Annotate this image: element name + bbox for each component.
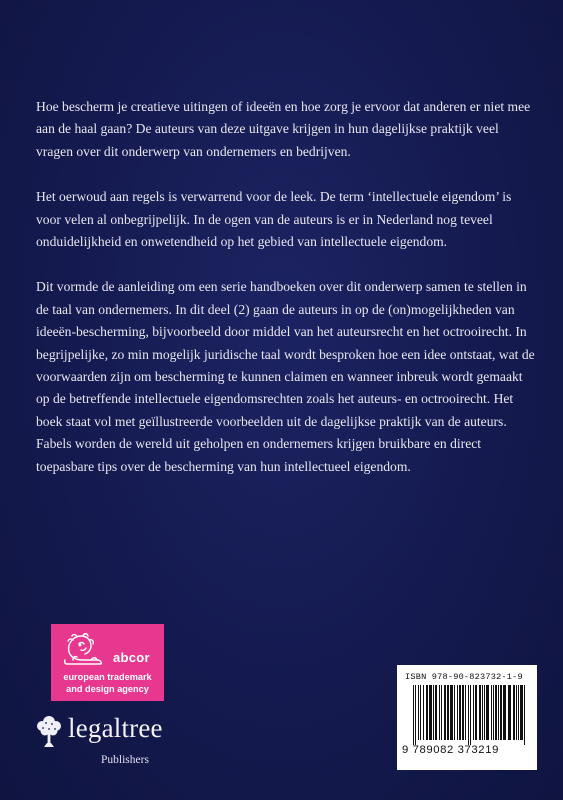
abcor-tagline	[51, 671, 164, 695]
tree-icon	[35, 713, 63, 749]
barcode-bars	[413, 685, 527, 745]
abcor-tagline-line-2: and design agency	[66, 684, 149, 694]
blurb-paragraph-3: Dit vormde de aanleiding om een serie handboeken over dit onderwerp samen te stellen in de taal van ondernemers. In dit deel (2) gaan de auteurs in op de (on)mogelijkheden van ideeën-bescherming, bijvoorbeeld door middel van het auteursrecht en het octrooirecht. In begrijpelijke, zo min mogelijk juridische taal wordt besproken hoe een idee ontstaat, wat de voorwaarden zijn om bescherming te kunnen claimen en wanneer inbreuk wordt gemaakt op de betreffende intellectuele eigendomsrechten zoals het auteurs- en octrooirecht. Het boek staat vol met geïllustreerde voorbeelden uit de dagelijkse praktijk van de auteurs. Fabels worden de wereld uit geholpen en ondernemers krijgen bruikbare en direct toepasbare tips over de bescherming van hun intellectueel eigendom.	[36, 279, 535, 474]
isbn-label: ISBN 978-90-823732-1-9	[405, 672, 523, 682]
isbn-barcode	[397, 665, 537, 770]
blurb-paragraph-2: Het oerwoud aan regels is verwarrend voor de leek. De term ‘intellectuele eigendom’ is voor velen al onbegrijpelijk. In de ogen van de auteurs is er in Nederland nog teveel onduidelijkheid en onwetendheid op het gebied van intellectuele eigendom.	[36, 189, 512, 250]
barcode-digits: 9 789082 373219	[402, 744, 499, 756]
blurb-paragraph-1: Hoe bescherm je creatieve uitingen of ideeën en hoe zorg je ervoor dat anderen er niet mee aan de haal gaan? De auteurs van deze uitgave krijgen in hun dagelijkse praktijk veel vragen over dit onderwerp van ondernemers en bedrijven.	[36, 99, 531, 159]
abcor-tagline-line-1: european trademark	[63, 672, 152, 682]
abcor-logo	[51, 624, 164, 701]
back-cover-blurb	[36, 96, 536, 501]
publisher-subtitle: Publishers	[101, 754, 149, 766]
abcor-brand: abcor	[113, 650, 150, 665]
publisher-name: legaltree	[68, 713, 163, 743]
legaltree-logo	[35, 713, 175, 773]
lion-icon	[61, 630, 105, 670]
